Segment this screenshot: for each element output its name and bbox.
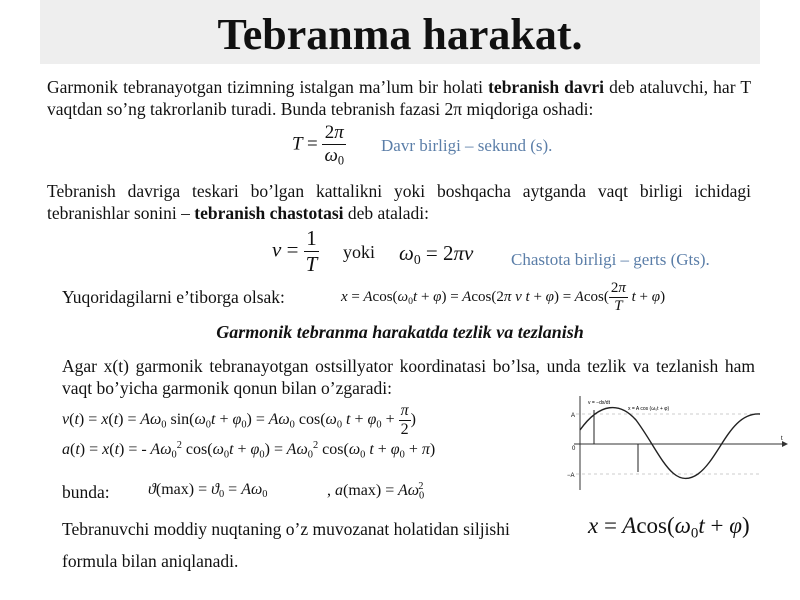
formula-max-velocity: $ϑ(\max) = ϑ_0 = A\omega_0$ xyxy=(148,481,268,501)
para2-bold-term: tebranish chastotasi xyxy=(194,203,344,223)
oscillation-graph xyxy=(560,392,790,492)
bunda-word: bunda: xyxy=(62,482,110,502)
frequency-unit-note: Chastota birligi – gerts (Gts). xyxy=(511,250,710,269)
displacement-curve xyxy=(580,408,760,479)
formula-combined: $x = Acos(\omega_0t + \varphi) = Acos(2\pi$ ν t + φ) = Acos( $\frac{2\pi}{T}$ t + φ) xyxy=(341,280,666,314)
graph-axis-a: A xyxy=(571,413,576,419)
graph-label-x: x = A cos (ω₀t + φ) xyxy=(628,406,670,412)
displacement-text: Tebranuvchi moddiy nuqtaning o’z muvozanat holatidan siljishi xyxy=(62,519,510,539)
paragraph-period xyxy=(47,76,751,120)
formula-angular-frequency: $\omega_0 = 2\pi\nu$ xyxy=(399,241,474,268)
graph-axis-neg-a: −A xyxy=(567,473,575,479)
consider-text: Yuqoridagilarni e’tiborga olsak: xyxy=(62,287,285,307)
title-bar xyxy=(40,0,760,64)
formula-period: T = $\frac{2\pi}{\omega_0}$ xyxy=(292,122,345,168)
formula-frequency: ν = $\frac{1}{T}$ xyxy=(272,226,318,276)
formula-max-acceleration: , $a(\max) = A\omega_0^2$ xyxy=(327,481,425,502)
para1-text-before: Garmonik tebranayotgan tizimning istalgan ma’lum bir holati xyxy=(47,77,489,97)
graph-axis-t: t xyxy=(781,436,783,442)
formula-acceleration: a(t) = x(t) = - $A\omega_0^2$ $\cos(\omega_0t + \varphi_0) = A\omega_0^2$ $\cos(\omega_0$ $t + \varphi_0 + \pi$) xyxy=(62,440,436,461)
paragraph-frequency xyxy=(47,180,751,224)
formula-caption: formula bilan aniqlanadi. xyxy=(62,551,239,571)
time-axis-arrow xyxy=(782,441,788,447)
page-title: Tebranma harakat. xyxy=(217,10,583,59)
formula-displacement: $x = Acos(\omega_0t + \varphi)$ xyxy=(588,513,750,542)
section-heading: Garmonik tebranma harakatda tezlik va tezlanish xyxy=(216,322,584,342)
yoki-word: yoki xyxy=(343,242,376,262)
para2-text-before: Tebranish davriga teskari bo’lgan kattalikni yoki boshqacha aytganda vaqt birligi ichidagi tebranishlar sonini – xyxy=(47,181,751,223)
graph-axis-zero: 0 xyxy=(572,446,576,452)
graph-label-v: v = −dx/dt xyxy=(588,400,610,406)
para3-text: Agar x(t) garmonik tebranayotgan ostsillyator koordinatasi bo’lsa, unda tezlik va tezlanish ham vaqt bo’yicha garmonik qonun bilan o’zgaradi: xyxy=(62,356,755,398)
period-unit-note: Davr birligi – sekund (s). xyxy=(381,136,553,155)
para2-text-after: deb ataladi: xyxy=(343,203,430,223)
formula-velocity: $v(t) = x(t) = A\omega_0$ $\sin(\omega_0t + \varphi_0) = A\omega_0$ $\cos(\omega_0$ $t + \varphi_0$ + $\frac{\pi}{2}$ ) xyxy=(62,402,416,438)
para1-text-after: deb ataluvchi, har T vaqtdan so’ng takrorlanib turadi. Bunda tebranish fazasi 2π miqdoriga oshadi: xyxy=(47,77,752,119)
para1-bold-term: tebranish davri xyxy=(488,77,605,97)
